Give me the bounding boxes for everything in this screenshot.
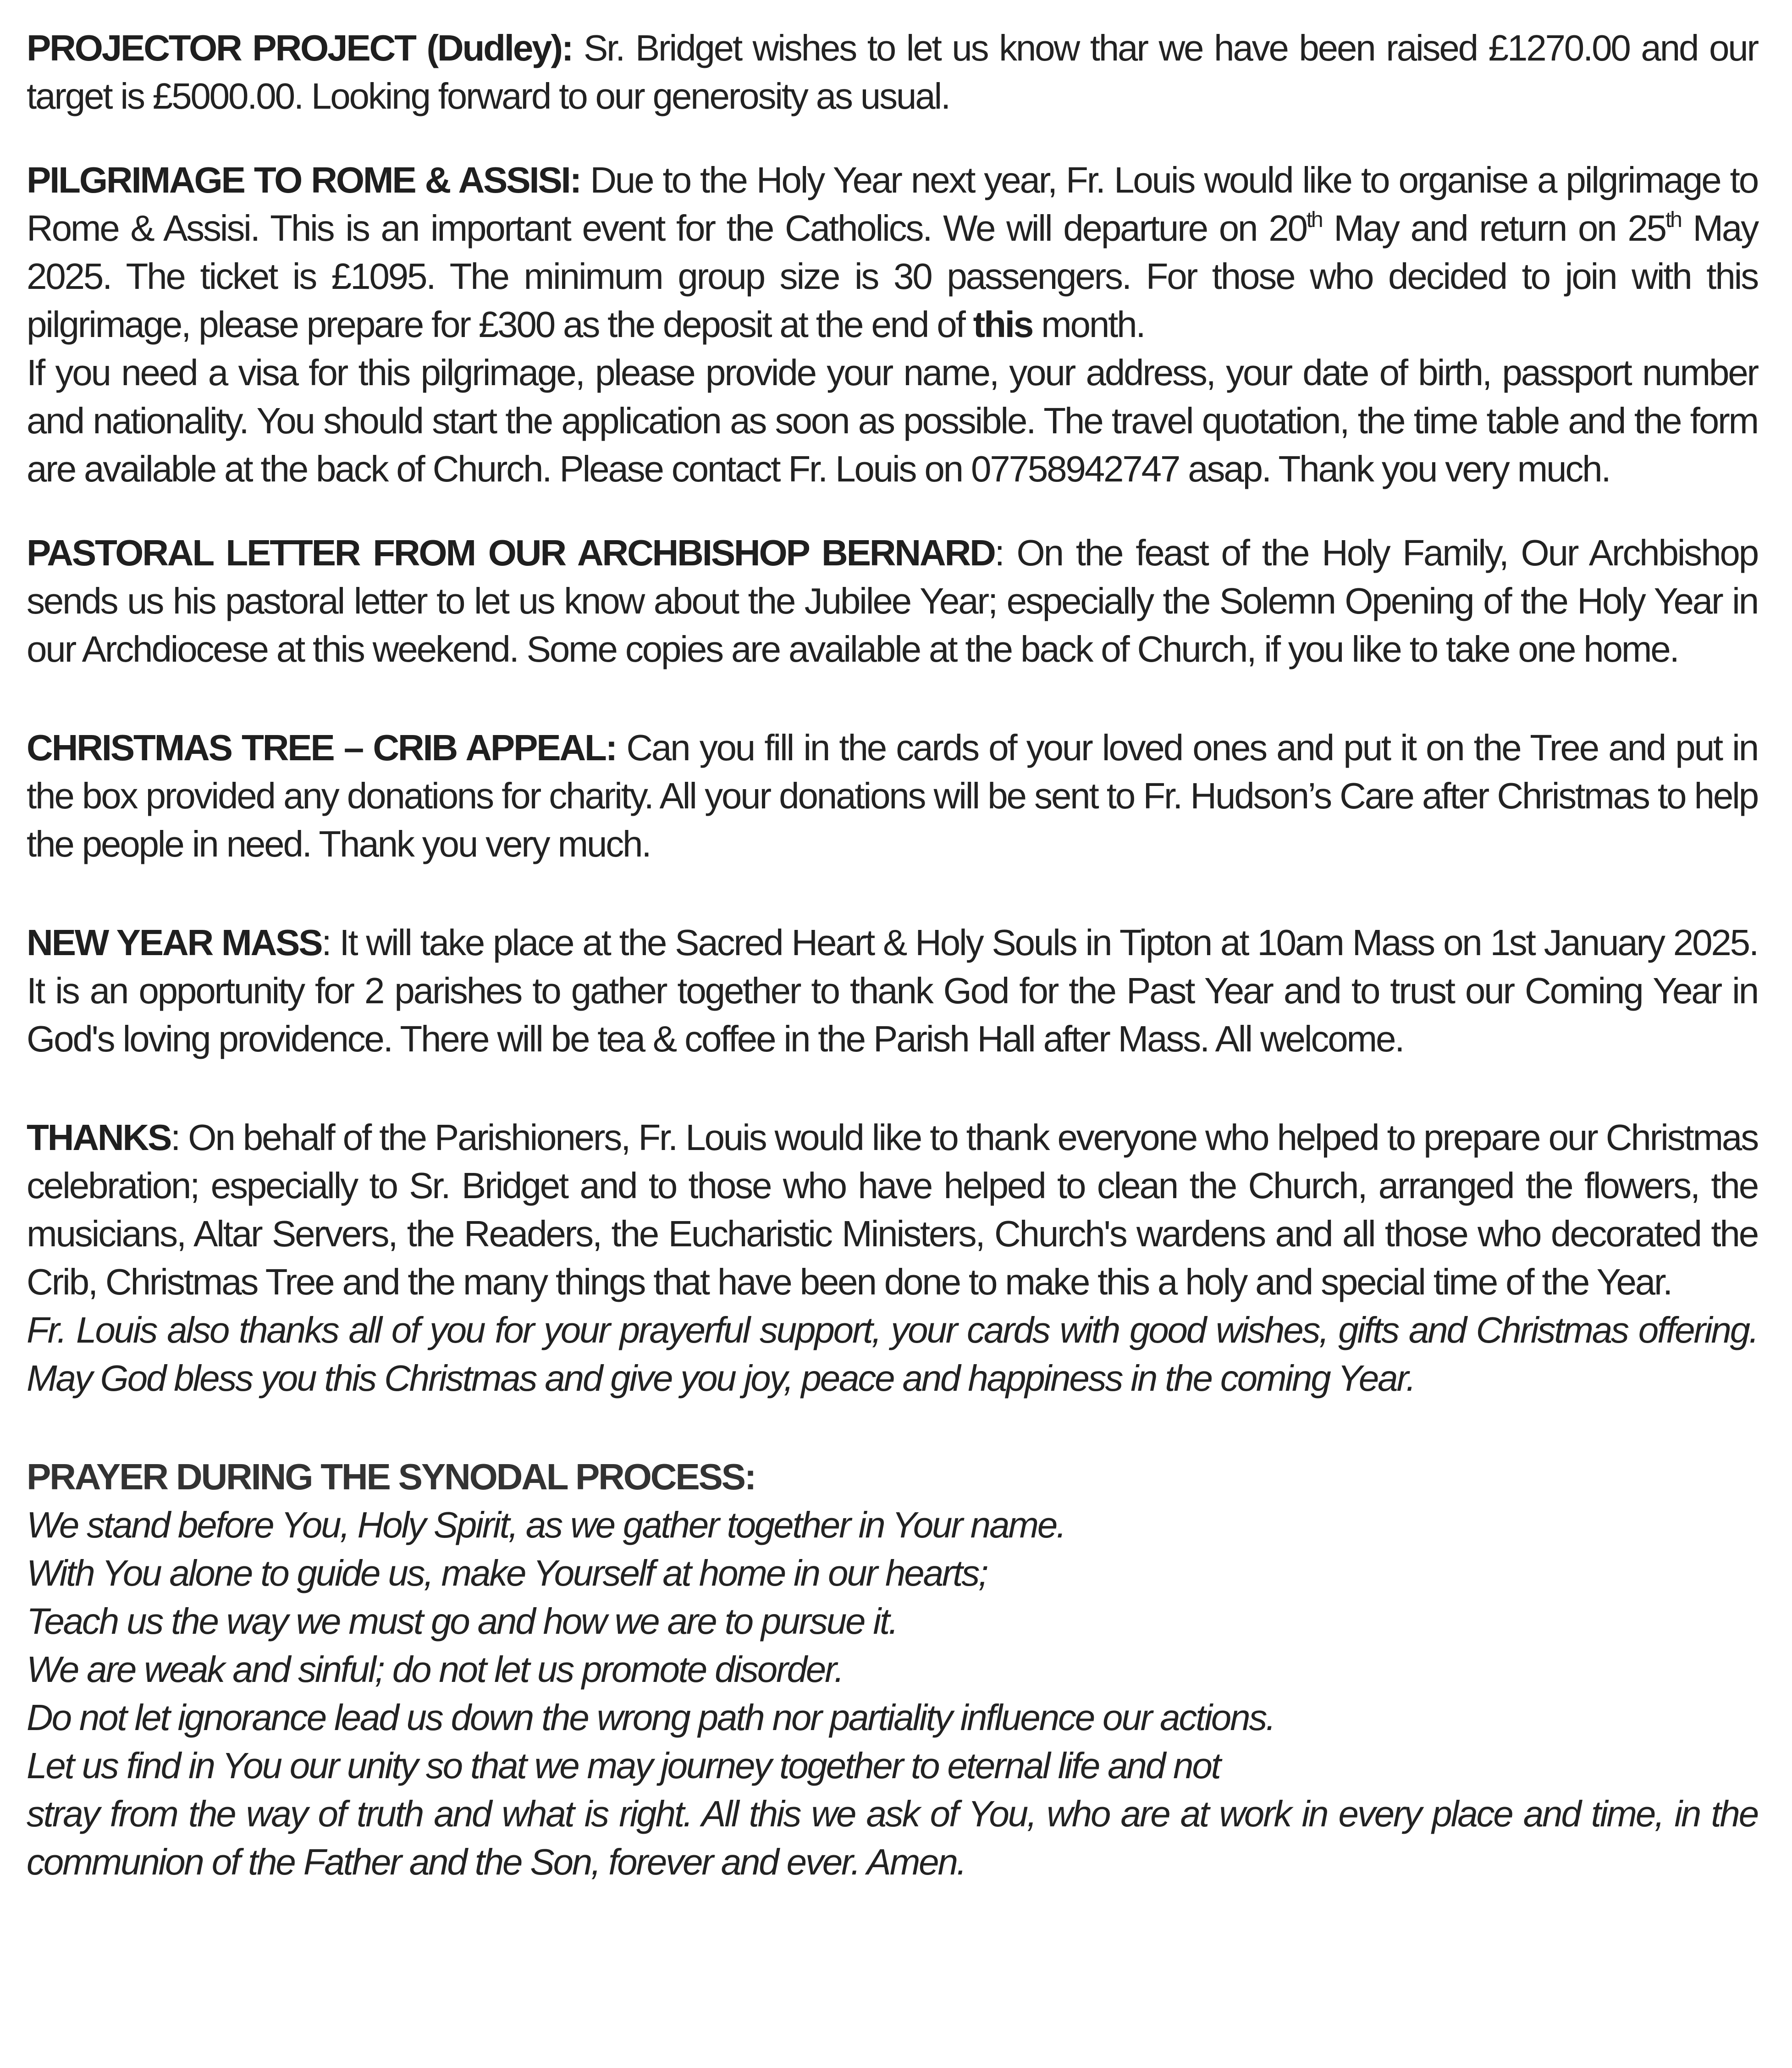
spacer [27, 673, 1758, 724]
projector-heading: PROJECTOR PROJECT (Dudley): [27, 28, 573, 68]
spacer [27, 120, 1758, 156]
prayer-line: Let us find in You our unity so that we may journey together to eternal life and not [27, 1745, 1220, 1786]
pilgrimage-heading: PILGRIMAGE TO ROME & ASSISI: [27, 160, 581, 200]
prayer-line: We are weak and sinful; do not let us promote disorder. [27, 1649, 843, 1690]
visa-paragraph: If you need a visa for this pilgrimage, please provide your name, your address, your date of birth, passport number and nationality. You should start the application as soon as possible. The travel quotation, the time table and the form are available at the back of Church. Please contact Fr. Louis on 07758942747 asap. Thank you very much. [27, 352, 1758, 489]
thanks-heading: THANKS [27, 1117, 171, 1158]
emphasis-word: this [973, 304, 1033, 345]
prayer-line: We stand before You, Holy Spirit, as we gather together in Your name. [27, 1504, 1065, 1545]
pilgrimage-body-d: month. [1032, 304, 1145, 345]
thanks-body: : On behalf of the Parishioners, Fr. Louis would like to thank everyone who helped to prepare our Christmas celebration; especially to Sr. Bridget and to those who have helped to clean the Church, arranged the flowers, the musicians, Altar Servers, the Readers, the Eucharistic Ministers, Church's wardens and all those who decorated the Crib, Christmas Tree and the many things that have been done to make this a holy and special time of the Year. [27, 1117, 1758, 1302]
spacer [27, 493, 1758, 529]
pilgrimage-body-c: May 2025. The ticket is £1095. The minimum group size is 30 passengers. For those who decided to join with this pilgrimage, please prepare for £300 as the deposit at the end of [27, 208, 1758, 345]
ordinal-suffix: th [1665, 208, 1681, 232]
prayer-heading: PRAYER DURING THE SYNODAL PROCESS: [27, 1456, 755, 1497]
pilgrimage-body-a: Due to the Holy Year next year, Fr. Louis would like to organise a pilgrimage to Rome & Assisi. This is an important event for the Catholics. We will departure on 20 [27, 160, 1758, 249]
spacer [27, 868, 1758, 918]
pilgrimage-paragraph [27, 156, 1758, 348]
pastoral-heading: PASTORAL LETTER FROM OUR ARCHBISHOP BERNARD [27, 532, 995, 573]
newyear-body: : It will take place at the Sacred Heart & Holy Souls in Tipton at 10am Mass on 1st January 2025. It is an opportunity for 2 parishes to gather together to thank God for the Past Year and to trust our Coming Year in God's loving providence. There will be tea & coffee in the Parish Hall after Mass. All welcome. [27, 922, 1758, 1059]
crib-heading: CHRISTMAS TREE – CRIB APPEAL: [27, 727, 617, 768]
pastoral-paragraph [27, 529, 1758, 673]
ordinal-suffix: th [1306, 208, 1322, 232]
thanks-paragraph [27, 1113, 1758, 1306]
projector-body: Sr. Bridget wishes to let us know thar we have been raised £1270.00 and our target is £5000.00. Looking forward to our generosity as usual. [27, 28, 1758, 116]
prayer-closing: stray from the way of truth and what is right. All this we ask of You, who are at work in every place and time, in the communion of the Father and the Son, forever and ever. Amen. [27, 1793, 1758, 1882]
pilgrimage-body-b: May and return on 25 [1322, 208, 1665, 249]
crib-body: Can you fill in the cards of your loved ones and put it on the Tree and put in the box provided any donations for charity. All your donations will be sent to Fr. Hudson’s Care after Christmas to help the people in need. Thank you very much. [27, 727, 1758, 864]
thanks-italic-paragraph: Fr. Louis also thanks all of you for your prayerful support, your cards with good wishes, gifts and Christmas offering. May God bless you this Christmas and give you joy, peace and happiness in the coming Year. [27, 1310, 1758, 1399]
newyear-heading: NEW YEAR MASS [27, 922, 322, 963]
prayer-line: Teach us the way we must go and how we are to pursue it. [27, 1601, 898, 1642]
prayer-line: Do not let ignorance lead us down the wrong path nor partiality influence our actions. [27, 1697, 1275, 1738]
spacer [27, 1063, 1758, 1113]
prayer-line: With You alone to guide us, make Yourself at home in our hearts; [27, 1553, 987, 1593]
spacer [27, 1402, 1758, 1453]
crib-paragraph [27, 724, 1758, 868]
pastoral-body: : On the feast of the Holy Family, Our Archbishop sends us his pastoral letter to let us know about the Jubilee Year; especially the Solemn Opening of the Holy Year in our Archdiocese at this weekend. Some copies are available at the back of Church, if you like to take one home. [27, 532, 1758, 669]
newyear-paragraph [27, 918, 1758, 1063]
projector-paragraph [27, 24, 1758, 120]
